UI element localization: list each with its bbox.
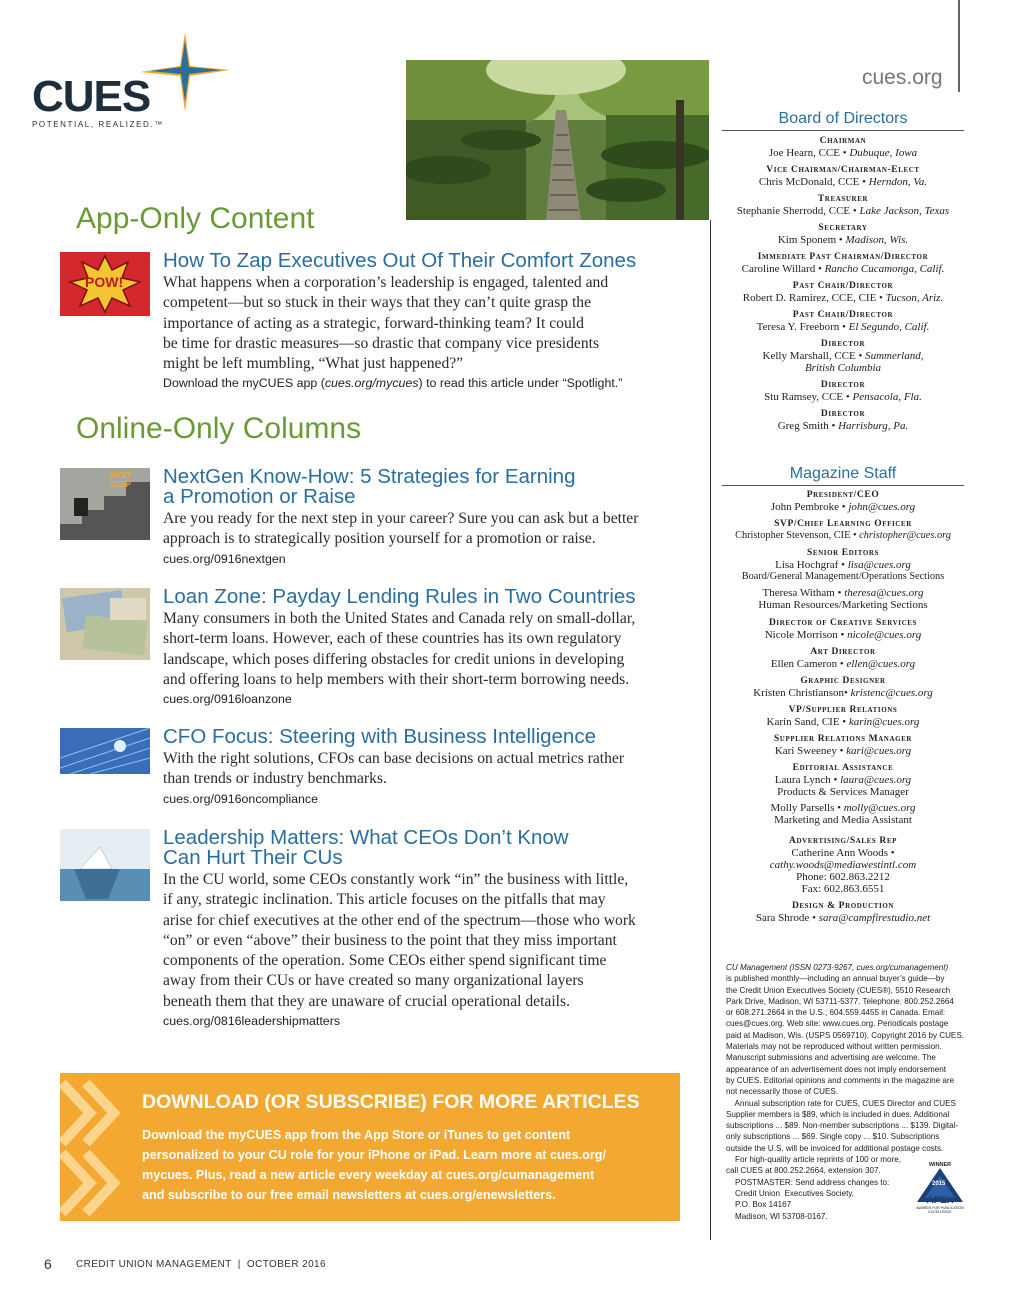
role: Director of Creative Services [768,618,918,628]
legal-line: not necessarily those of CUES. [726,1087,839,1097]
place: Madison, Wis. [845,234,909,246]
legal-line: outside the U.S. will be invoiced for additional postage costs. [726,1143,944,1153]
next-step-text: NEXT STEP [110,471,132,489]
email[interactable]: cathy.woods@mediawestintl.com [769,859,917,871]
name: Sara Shrode • [755,912,816,924]
legal-line: Madison, WI 53708-0167. [726,1211,828,1221]
name: Christopher Stevenson, CIE • [735,530,857,541]
name: John Pembroke • [770,501,846,513]
legal-line: call CUES at 800.252.2664, extension 307. [726,1166,881,1176]
leadership-body [163,870,636,1012]
body-line: What happens when a corporation’s leadership is engaged, talented and [163,274,609,291]
banner-title: DOWNLOAD (OR SUBSCRIBE) FOR MORE ARTICLES [142,1091,640,1113]
email[interactable]: nicole@cues.org [847,629,922,641]
name: Ellen Cameron • [770,658,844,670]
title-line: Can Hurt Their CUs [163,846,343,869]
design-entry [722,901,964,924]
banner-line: personalized to your CU role for your iPhone or iPad. Learn more at cues.org/ [142,1148,606,1162]
staff-list [722,490,964,924]
banner-text [142,1125,606,1205]
role: Treasurer [817,194,869,204]
email[interactable]: ellen@cues.org [846,658,916,670]
loanzone-link[interactable]: cues.org/0916loanzone [163,692,292,706]
legal-line: by CUES. Editorial opinions and comments in the magazine are [726,1075,955,1085]
legal-line: Supplier members is $89, which is included in dues. Additional [726,1109,950,1119]
name: Nicole Morrison • [764,629,845,641]
role: Past Chair/Director [792,281,894,291]
staff-entry [722,647,964,670]
name: Kristen Christianson• [753,687,848,699]
mycues-link[interactable]: cues.org/mycues [324,376,419,390]
email[interactable]: molly@cues.org [843,802,916,814]
footer-info: CREDIT UNION MANAGEMENT | OCTOBER 2016 [76,1259,326,1270]
staff-entry [722,519,964,542]
staff-entry [722,587,964,611]
name: Molly Parsells • [770,802,841,814]
role: Supplier Relations Manager [773,734,913,744]
role: Graphic Designer [800,676,886,686]
note: Marketing and Media Assistant [774,814,912,826]
nextgen-body [163,509,638,550]
data-thumbnail [60,728,150,774]
staff-entry [722,490,964,513]
board-entry [722,380,964,403]
name: Catherine Ann Woods • [791,847,895,859]
loanzone-title[interactable]: Loan Zone: Payday Lending Rules in Two Countries [163,585,636,608]
body-line: beneath them that they are unaware of crucial operational details. [163,992,570,1010]
role: President/CEO [806,490,880,500]
download-post: ) to read this article under “Spotlight.” [418,376,623,390]
body-line: components of the operation. Some CEOs either spend significant time [163,952,607,970]
email[interactable]: karin@cues.org [848,716,920,728]
name: Kari Sweeney • [774,745,844,757]
name: Joe Hearn, CCE • [768,147,847,159]
staff-entry [722,802,964,826]
role: VP/Supplier Relations [788,705,898,715]
role: Senior Editors [806,548,880,558]
board-entry [722,252,964,275]
legal-line: appearance of an advertisement does not imply endorsement [726,1064,947,1074]
place: Summerland, [865,350,924,362]
place: Tucson, Ariz. [885,292,944,304]
loanzone-body [163,609,635,690]
fax: Fax: 602.863.6551 [801,883,885,895]
app-download-note [163,376,622,390]
cfo-title[interactable]: CFO Focus: Steering with Business Intelligence [163,725,596,748]
body-line: With the right solutions, CFOs can base decisions on actual metrics rather [163,750,625,767]
next-step-thumbnail [60,468,150,540]
name: Teresa Y. Freeborn • [756,321,846,333]
leadership-link[interactable]: cues.org/0816leadershipmatters [163,1014,341,1028]
name: Laura Lynch • [774,774,838,786]
star-icon [140,32,230,112]
app-article-body [163,273,608,374]
name: Theresa Witham • [762,587,842,599]
legal-line: Annual subscription rate for CUES, CUES Director and CUES [726,1098,956,1108]
legal-line: Manuscript submissions and advertising are welcome. The [726,1053,936,1063]
body-line: arise for chief executives at the other end of the spectrum—those who work [163,911,636,929]
app-article-title[interactable]: How To Zap Executives Out Of Their Comfort Zones [163,249,637,272]
body-line: be time for drastic measures—so drastic that company vice presidents [163,334,600,352]
board-entry [722,409,964,432]
online-only-heading: Online-Only Columns [76,412,362,445]
body-line: In the CU world, some CEOs constantly work “in” the business with little, [163,871,629,888]
board-entry [722,194,964,217]
email[interactable]: laura@cues.org [840,774,912,786]
name: Stephanie Sherrodd, CCE • [736,205,857,217]
note: Products & Services Manager [777,786,909,798]
role: Immediate Past Chairman/Director [757,252,929,262]
title-line: NextGen Know-How: 5 Strategies for Earning [163,465,576,488]
role: Director [820,409,866,419]
body-line: might be left mumbling, “What just happened?” [163,355,464,373]
leadership-title[interactable] [163,828,569,868]
legal-line: CU Management (ISSN 0273-9267, cues.org/cumanagement) [726,963,949,972]
apex-name: APEX [926,1195,954,1206]
legal-line: Materials may not be reproduced without written permission. [726,1042,942,1052]
apex-badge [914,1162,966,1224]
name: Chris McDonald, CCE • [758,176,867,188]
role: Secretary [818,223,868,233]
role: Editorial Assistance [792,763,894,773]
page-number: 6 [44,1256,53,1272]
place: British Columbia [804,362,882,374]
role: Past Chair/Director [792,310,894,320]
name: Robert D. Ramirez, CCE, CIE • [742,292,883,304]
body-line: Many consumers in both the United States and Canada rely on small-dollar, [163,610,636,627]
legal-line: Credit Union Executives Society, [726,1188,855,1198]
banner-line: mycues. Plus, read a new article every weekday at cues.org/cumanagement [142,1168,595,1182]
header-divider [958,0,960,92]
body-line: landscape, which poses differing obstacles for credit unions in developing [163,650,625,668]
banner-line: Download the myCUES app from the App Store or iTunes to get content [142,1128,571,1142]
name: Karin Sand, CIE • [766,716,847,728]
cfo-link[interactable]: cues.org/0916oncompliance [163,792,318,806]
magazine-name: CREDIT UNION MANAGEMENT [76,1259,232,1270]
cfo-body [163,749,624,790]
chevrons-icon [60,1073,140,1221]
app-only-heading: App-Only Content [76,202,315,235]
role: Chairman [819,136,867,146]
apex-winner: WINNER [928,1162,952,1168]
nextgen-link[interactable]: cues.org/0916nextgen [163,552,286,566]
role: SVP/Chief Learning Officer [774,519,912,529]
iceberg-thumbnail [60,829,150,901]
title-line: a Promotion or Raise [163,485,356,508]
name: Caroline Willard • [741,263,822,275]
legal-line: P.O. Box 14167 [726,1200,792,1210]
role: Vice Chairman/Chairman-Elect [766,165,920,175]
legal-line: only subscriptions ... $69. Single copy ... $10. Subscriptions [726,1132,940,1142]
download-pre: Download the myCUES app ( [163,376,325,390]
staff-entry [722,734,964,757]
apex-sub: AWARDS FOR PUBLICATION EXCELLENCE [916,1206,964,1214]
name: Lisa Hochgraf • [775,559,845,571]
legal-line: cues@cues.org. Web site: www.cues.org. Periodicals postage [726,1019,949,1029]
body-line: importance of acting as a strategic, forward-thinking team? It could [163,314,584,332]
legal-line: or 608.271.2664 in the U.S.; 604.559.4455 in Canada. Email: [726,1008,946,1018]
email[interactable]: lisa@cues.org [847,559,911,571]
place: Harrisburg, Pa. [838,420,909,432]
email[interactable]: kari@cues.org [846,745,912,757]
legal-line: paid at Madison, Wis. (USPS 0569710). Copyright 2016 by CUES. [726,1030,964,1040]
name: Greg Smith • [777,420,836,432]
staff-heading: Magazine Staff [722,465,964,486]
body-line: than trends or industry benchmarks. [163,770,387,788]
email[interactable]: kristenc@cues.org [850,687,933,699]
email[interactable]: sara@campfirestudio.net [818,912,931,924]
hero-photo [406,60,709,220]
cues-logo [30,32,230,132]
legal-line: is published monthly—including an annual buyer’s guide—by [726,974,945,984]
board-entry [722,281,964,304]
body-line: approach is to strategically position yourself for a promotion or raise. [163,530,596,548]
apex-year: 2015 [932,1181,946,1187]
issue-date: OCTOBER 2016 [246,1259,326,1270]
money-thumbnail [60,588,150,660]
title-line: Leadership Matters: What CEOs Don’t Know [163,826,569,849]
legal-line: POSTMASTER: Send address changes to: [726,1177,890,1187]
staff-entry [722,763,964,798]
board-entry [722,165,964,188]
legal-line: the Credit Union Executives Society (CUES®), 5510 Research [726,985,951,995]
role: Design & Production [791,901,895,911]
pow-thumbnail [60,252,150,316]
place: Pensacola, Fla. [852,391,922,403]
place: Herndon, Va. [868,176,928,188]
board-heading: Board of Directors [722,110,964,131]
phone: Phone: 602.863.2212 [796,871,890,883]
staff-entry [722,676,964,699]
role: Art Director [810,647,876,657]
body-line: if any, strategic inclination. This article focuses on the pitfalls that may [163,891,606,909]
staff-entry [722,618,964,641]
place: Lake Jackson, Texas [859,205,950,217]
name: Kim Sponem • [777,234,843,246]
legal-line: Park Drive, Madison, WI 53711-5377. Telephone: 800.252.2664 [726,996,954,1006]
body-line: competent—but so stuck in their ways that they can’t quite grasp the [163,294,592,312]
staff-entry [722,548,964,583]
download-banner[interactable] [60,1073,680,1221]
board-entry [722,339,964,374]
role: Advertising/Sales Rep [789,836,897,846]
body-line: away from their CUs or have created so many organizational layers [163,972,584,990]
place: Rancho Cucamonga, Calif. [824,263,945,275]
name: Stu Ramsey, CCE • [764,391,850,403]
place: El Segundo, Calif. [848,321,930,333]
advertising-entry [722,836,964,895]
pow-text: POW! [85,274,124,290]
board-entry [722,310,964,333]
role: Director [820,380,866,390]
site-url[interactable]: cues.org [862,66,943,89]
staff-entry [722,705,964,728]
body-line: short-term loans. However, each of these countries has its own regulatory [163,630,622,648]
email[interactable]: john@cues.org [848,501,916,513]
email[interactable]: theresa@cues.org [844,587,924,599]
email[interactable]: christopher@cues.org [859,530,951,541]
board-entry [722,223,964,246]
body-line: and offering loans to help members with their short-term borrowing needs. [163,670,630,688]
role: Director [820,339,866,349]
place: Dubuque, Iowa [849,147,918,159]
body-line: Are you ready for the next step in your career? Sure you can ask but a better [163,510,639,527]
nextgen-title[interactable] [163,467,575,507]
note: Board/General Management/Operations Sections [741,571,945,582]
logo-tagline: POTENTIAL, REALIZED.™ [32,120,164,129]
note: Human Resources/Marketing Sections [758,599,928,611]
body-line: “on” or even “above” their business to the point that they miss important [163,931,617,949]
legal-line: For high-quality article reprints of 100 or more, [726,1155,901,1165]
column-divider [710,220,711,1240]
board-entry [722,136,964,159]
logo-wordmark: CUES [32,72,151,121]
board-list [722,136,964,438]
legal-line: subscriptions ... $89. Non-member subscriptions ... $139. Digital- [726,1121,959,1131]
banner-line: and subscribe to our free email newsletters at cues.org/enewsletters. [142,1188,556,1202]
name: Kelly Marshall, CCE • [762,350,863,362]
